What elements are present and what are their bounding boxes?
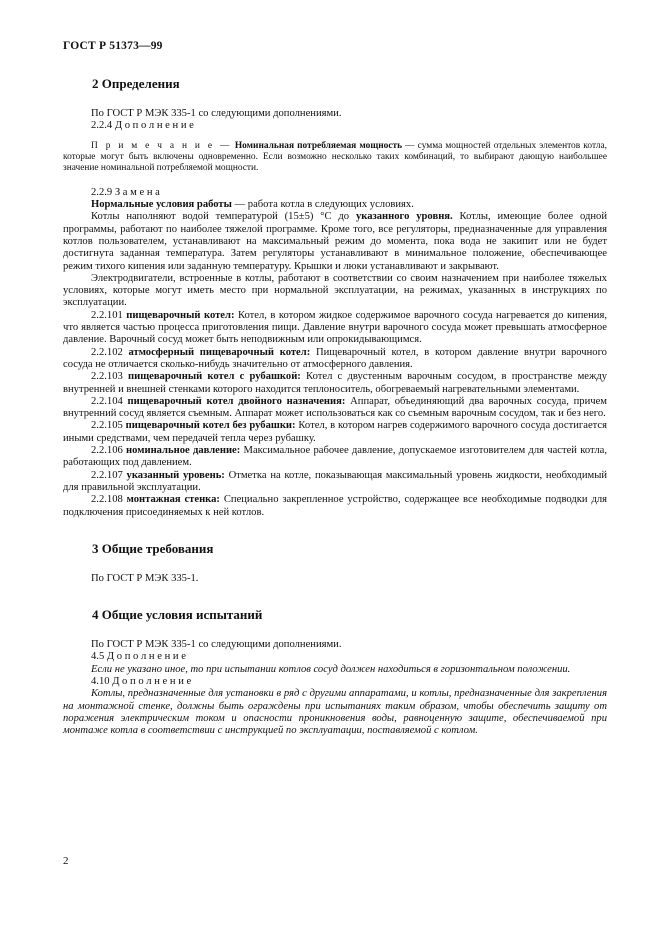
definition-item	[63, 470, 607, 495]
definition-number: 2.2.104	[91, 395, 123, 407]
clause-4-10-label: 4.10 Д о п о л н е н и е	[91, 676, 192, 688]
clause-4-5-text: Если не указано иное, то при испытании котлов сосуд должен находиться в горизонтальном положении.	[91, 663, 571, 675]
section-2-title: 2 Определения	[92, 76, 180, 91]
section-2-body	[63, 108, 607, 133]
definition-number: 2.2.103	[91, 371, 123, 383]
clause-2-2-9	[63, 187, 607, 519]
definition-item	[63, 494, 607, 519]
definition-text: Аппарат, объединяющий два варочных сосуда, причем внутренний сосуд является съемным. Аппарат может использоваться как со съемным варочным сосудом, так и без него.	[63, 395, 608, 420]
definition-text: Отметка на котле, показывающая максимальный уровень жидкости, необходимый для правильной эксплуатации.	[63, 469, 607, 493]
note-2-2-4	[63, 141, 607, 175]
definition-item	[63, 371, 607, 396]
definition-item	[63, 347, 607, 372]
definition-item	[63, 420, 607, 445]
clause-2-2-9-definition	[63, 199, 607, 211]
section-3-body	[63, 573, 607, 585]
clause-4-5-label: 4.5 Д о п о л н е н и е	[91, 651, 186, 663]
definition-text: Котел, в котором жидкое содержимое варочного сосуда нагревается до кипения, что является частью процесса приготовления пищи. Давление внутри варочного сосуда может превышать атмосферное давление. Варочный сосуд может быть неподвижным или опрокидывающимся.	[63, 309, 607, 346]
definition-number: 2.2.106	[91, 445, 123, 457]
definition-item	[63, 310, 607, 347]
definition-term: атмосферный пищеварочный котел:	[128, 346, 311, 358]
definition-text: Максимальное рабочее давление, допускаемое изготовителем для частей котла, работающих под давлением.	[63, 445, 607, 469]
definition-number: 2.2.108	[91, 494, 123, 506]
definition-term: номинальное давление:	[126, 445, 241, 457]
definition-text: Котел, в котором нагрев содержимого варочного сосуда достигается иными средствами, чем передачей тепла через рубашку.	[63, 420, 607, 444]
para-1-term: указанного уровня.	[355, 211, 453, 223]
clause-2-2-9-para-1	[63, 211, 607, 272]
section-4-title: 4 Общие условия испытаний	[92, 607, 263, 623]
definition-term: пищеварочный котел:	[126, 309, 235, 321]
clause-2-2-9-text: — работа котла в следующих условиях.	[231, 199, 414, 211]
definitions-list	[63, 310, 607, 519]
definition-term: пищеварочный котел без рубашки:	[125, 420, 296, 432]
definition-text: Котел с двустенным варочным сосудом, в пространстве между внутренней и внешней стенками которого находится теплоноситель, обогреваемый нагревательными элементами.	[63, 371, 608, 395]
para-1-part-a: Котлы наполняют водой температурой (15±5) °С до	[91, 211, 356, 223]
note-prefix: П р и м е ч а н и е —	[91, 140, 232, 151]
definition-text: Специально закрепленное устройство, содержащее все необходимые подводки для подключения присоединяемых к ней котлов.	[63, 494, 607, 518]
definition-number: 2.2.102	[91, 346, 123, 358]
clause-2-2-4-label: 2.2.4 Д о п о л н е н и е	[91, 120, 194, 132]
definition-number: 2.2.105	[91, 420, 123, 432]
definition-number: 2.2.101	[91, 309, 123, 321]
definition-item	[63, 445, 607, 470]
section-4-intro: По ГОСТ Р МЭК 335-1 со следующими дополнениями.	[91, 639, 342, 651]
document-header: ГОСТ Р 51373—99	[63, 40, 163, 52]
definition-text: Пищеварочный котел, в котором давление внутри варочного сосуда не отличается сколько-нибудь значительно от атмосферного давления.	[63, 346, 607, 370]
definition-number: 2.2.107	[91, 469, 123, 481]
clause-2-2-9-term: Нормальные условия работы	[91, 199, 232, 211]
page-number: 2	[63, 855, 69, 867]
para-1-part-b: Котлы, имеющие более одной программы, работают по наиболее тяжелой программе. Кроме того, все регуляторы, предназначенные для управления котлов пользователем, устанавливают на максимальный режим до момента, пока вода не закипит или не будет достигнута заданная температура. Затем регуляторы устанавливают в минимальное положение, обеспечивающее режим тихого кипения или заданную температуру. Крышки и люки устанавливают и закрывают.	[63, 211, 607, 272]
definition-term: указанный уровень:	[126, 469, 225, 481]
definition-term: монтажная стенка:	[126, 494, 220, 506]
clause-2-2-9-para-2: Электродвигатели, встроенные в котлы, работают в соответствии со своим назначением при наиболее тяжелых условиях, которые могут иметь место при нормальной эксплуатации, на режимах, указанных в инструкциях по эксплуатации.	[63, 272, 607, 309]
definition-term: пищеварочный котел двойного назначения:	[127, 395, 346, 407]
clause-2-2-9-label: 2.2.9 З а м е н а	[91, 186, 160, 198]
definition-term: пищеварочный котел с рубашкой:	[127, 371, 301, 383]
note-text: — сумма мощностей отдельных элементов котла, которые могут быть включены одновременно. Если возможно несколько таких комбинаций, то выбирают дающую наибольшее значение номинальной потребляемой мощности.	[63, 140, 607, 174]
clause-4-10-text: Котлы, предназначенные для установки в ряд с другими аппаратами, и котлы, предназначенные для закрепления на монтажной стенке, должны быть ограждены при испытаниях таким образом, чтобы обеспечить защиту от поражения электрическим током и опасности проникновения воды, равноценную защите, обеспечиваемой при монтаже котла в соответствии с инструкцией по эксплуатации, поставляемой с котлом.	[63, 688, 607, 737]
section-4-body	[63, 639, 607, 737]
note-term: Номинальная потребляемая мощность	[234, 140, 403, 151]
section-3-title: 3 Общие требования	[92, 540, 214, 556]
definition-item	[63, 396, 607, 421]
section-2-intro: По ГОСТ Р МЭК 335-1 со следующими дополнениями.	[91, 108, 342, 119]
section-3-text: По ГОСТ Р МЭК 335-1.	[91, 572, 199, 584]
